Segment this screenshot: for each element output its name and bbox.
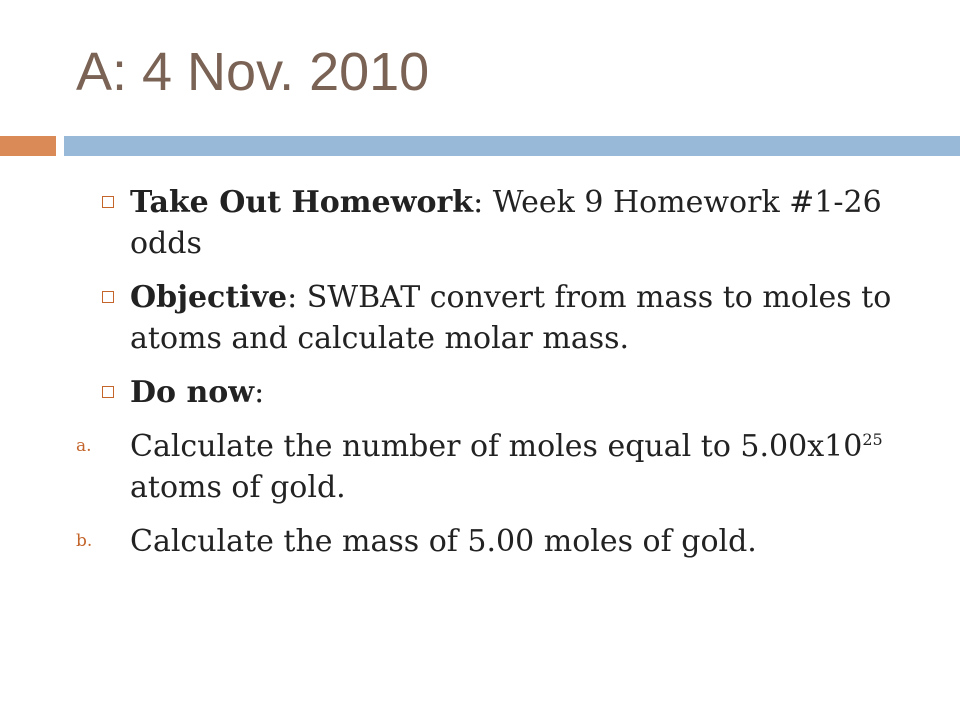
title-divider-bar bbox=[64, 136, 960, 156]
square-bullet-icon bbox=[102, 386, 114, 398]
bullet-homework bbox=[76, 182, 936, 264]
square-bullet-icon bbox=[102, 196, 114, 208]
bullet-text: : bbox=[254, 375, 265, 410]
item-letter: b. bbox=[76, 531, 93, 551]
slide-content bbox=[76, 182, 936, 575]
do-now-item-a bbox=[76, 426, 936, 508]
title-accent-bar bbox=[0, 136, 56, 156]
bullet-text: : Week 9 Homework #1-26 odds bbox=[130, 185, 882, 261]
bullet-text: : SWBAT convert from mass to moles to atoms and calculate molar mass. bbox=[130, 280, 892, 356]
item-text: Calculate the number of moles equal to 5.00x10 bbox=[130, 429, 863, 464]
item-text: Calculate the mass of 5.00 moles of gold. bbox=[130, 524, 757, 559]
bullet-do-now bbox=[76, 372, 936, 413]
square-bullet-icon bbox=[102, 291, 114, 303]
bullet-bold-label: Take Out Homework bbox=[130, 185, 474, 220]
exponent: 25 bbox=[862, 430, 883, 449]
item-letter: a. bbox=[76, 436, 92, 456]
bullet-bold-label: Objective bbox=[130, 280, 288, 315]
slide-title: A: 4 Nov. 2010 bbox=[76, 42, 430, 102]
do-now-item-b bbox=[76, 521, 936, 562]
bullet-objective bbox=[76, 277, 936, 359]
bullet-bold-label: Do now bbox=[130, 375, 255, 410]
item-text-end: atoms of gold. bbox=[130, 470, 346, 505]
